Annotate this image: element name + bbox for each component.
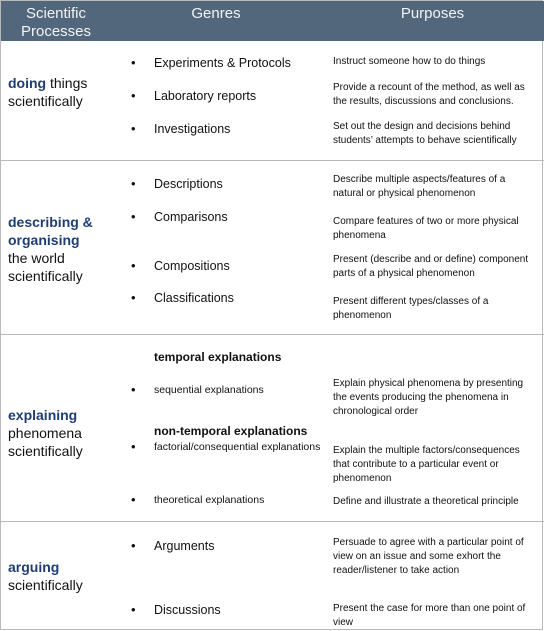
header-genres: Genres <box>191 5 241 22</box>
table-header <box>1 1 544 41</box>
process-explaining: explaining phenomena scientifically <box>8 407 83 459</box>
genres-table: Scientific Processes Genres Purposes doing things scientifically • Experiments & Protocols Instruct someone how to do things • Laboratory reports Provide a recount of the method, as well as the results, discussions and conclusions. • Investigations Set out the design and decisions behind students’ attempts to behave scientifically describing & organising the world scientifically • Descriptions Describe multiple aspects/features of a natural or physical phenomenon • Comparisons Compare features of two or more physical phenomena • Compositions Present (describe and or define) component parts of a physical phenomenon • Classifications Present different types/classes of a phenomenon explaining phenomena scientifically temporal explanations • sequential explanations Explain physical phenomena by presenting the events producing the phenomena in chronological order non-temporal explanations • factorial/consequential explanations Explain the multiple factors/consequences that contribute to a particular event or phenomenon • theoretical explanations Define and illustrate a theoretical principle arguing scientifically • Arguments Persuade to agree with a particular point of view on an issue and some exhort the reader/listener to take action • Discussions Present the case for more than one point of view <box>0 0 543 630</box>
header-scientific-processes: Scientific Processes <box>20 5 92 40</box>
purpose-experiments: Instruct someone how to do things <box>333 56 486 67</box>
purpose-comparisons: Compare features of two or more physical phenomena <box>333 216 519 241</box>
purpose-compositions: Present (describe and or define) component parts of a physical phenomenon <box>333 254 529 279</box>
purpose-discussions: Present the case for more than one point of view <box>333 603 526 628</box>
process-describing: describing & organising the world scientifically <box>8 214 93 284</box>
purpose-investigations: Set out the design and decisions behind students’ attempts to behave scientifically <box>333 121 517 146</box>
process-arguing: arguing scientifically <box>8 559 83 593</box>
header-purposes: Purposes <box>400 5 465 22</box>
subheading-non-temporal: non-temporal explanations <box>154 424 308 438</box>
process-doing: doing things scientifically <box>8 75 88 109</box>
purpose-arguments: Persuade to agree with a particular point of view on an issue and some exhort the reader/listener to take action <box>333 537 524 576</box>
subheading-temporal: temporal explanations <box>154 350 282 364</box>
purpose-factorial: Explain the multiple factors/consequences that contribute to a particular event or phenomenon <box>333 445 520 484</box>
row-divider <box>1 160 544 161</box>
row-divider <box>1 521 544 522</box>
purpose-lab-reports: Provide a recount of the method, as well as the results, discussions and conclusions. <box>333 82 525 107</box>
purpose-classifications: Present different types/classes of a phenomenon <box>333 296 489 321</box>
purpose-descriptions: Describe multiple aspects/features of a natural or physical phenomenon <box>333 174 506 199</box>
purpose-sequential: Explain physical phenomena by presenting the events producing the phenomena in chronological order <box>333 378 524 417</box>
purpose-theoretical: Define and illustrate a theoretical principle <box>333 496 519 507</box>
row-divider <box>1 334 544 335</box>
